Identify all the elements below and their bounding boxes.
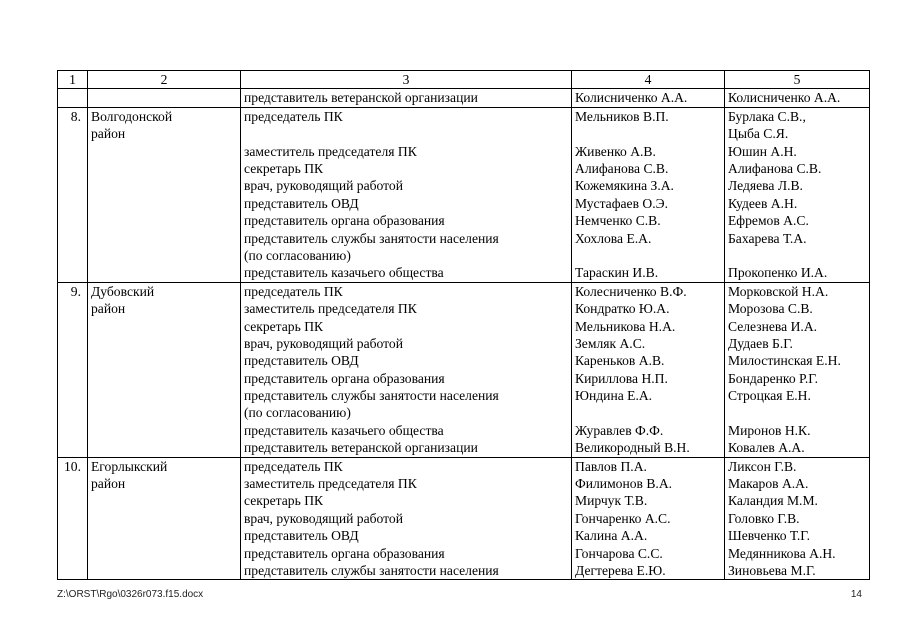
reserve-line — [728, 247, 866, 264]
row-number: 9. — [70, 283, 81, 299]
reserve-line: Головко Г.В. — [728, 510, 800, 526]
reserve-line: Ледяева Л.В. — [728, 178, 803, 194]
reserve-line: Морозова С.В. — [728, 301, 813, 317]
reserve-cell — [725, 457, 870, 580]
reserve-line: Кудеев А.Н. — [728, 195, 798, 211]
district-name-line: Дубовский — [91, 283, 155, 299]
role-line: председатель ПК — [244, 458, 343, 474]
role-line: представитель казачьего общества — [244, 265, 444, 281]
role-line: секретарь ПК — [244, 493, 324, 509]
district-cell — [88, 457, 241, 580]
role-line: (по согласованию) — [244, 247, 351, 263]
role-line: представитель службы занятости населения — [244, 230, 499, 246]
member-line: Кириллова Н.П. — [575, 370, 668, 386]
member-line: Великородный В.Н. — [575, 440, 690, 456]
role-line: врач, руководящий работой — [244, 335, 403, 351]
reserve-line: Каландия М.М. — [728, 493, 818, 509]
role-cell — [241, 457, 572, 580]
row-number-cell — [58, 107, 88, 282]
district-row — [58, 457, 870, 580]
role-line: председатель ПК — [244, 108, 343, 124]
reserve-line: Милостинская Е.Н. — [728, 353, 841, 369]
role-line: представитель органа образования — [244, 213, 445, 229]
role-line: врач, руководящий работой — [244, 510, 403, 526]
district-row — [58, 282, 870, 457]
member-line: Колесниченко В.Ф. — [575, 283, 687, 299]
district-name-line: Волгодонской — [91, 108, 173, 124]
commission-table — [57, 70, 870, 580]
role-line: представитель ОВД — [244, 528, 359, 544]
column-header: 3 — [241, 71, 572, 89]
member-cell — [572, 107, 725, 282]
reserve-line: Макаров А.А. — [728, 476, 809, 492]
member-line: Кареньков А.В. — [575, 353, 665, 369]
reserve-line: Прокопенко И.А. — [728, 265, 828, 281]
row-number: 10. — [64, 458, 81, 474]
district-cell — [88, 282, 241, 457]
member-line: Филимонов В.А. — [575, 476, 673, 492]
member-line: Кожемякина З.А. — [575, 178, 674, 194]
reserve-line: Морковской Н.А. — [728, 283, 829, 299]
district-name-line: район — [91, 126, 126, 142]
row-number-cell — [58, 282, 88, 457]
member-line: Калина А.А. — [575, 528, 648, 544]
continuation-row — [58, 89, 870, 107]
role-cell: представитель ветеранской организации — [241, 89, 572, 107]
member-line: Юндина Е.А. — [575, 388, 653, 404]
member-line: Дегтерева Е.Ю. — [575, 562, 666, 578]
role-line: заместитель председателя ПК — [244, 301, 417, 317]
role-line: представитель казачьего общества — [244, 422, 444, 438]
district-row — [58, 107, 870, 282]
row-number-cell — [58, 457, 88, 580]
member-line: Мустафаев О.Э. — [575, 195, 668, 211]
role-line: врач, руководящий работой — [244, 178, 403, 194]
member-line: Кондратко Ю.А. — [575, 301, 670, 317]
member-line: Живенко А.В. — [575, 143, 656, 159]
role-line: представитель ветеранской организации — [244, 440, 478, 456]
reserve-line: Цыба С.Я. — [728, 126, 789, 142]
role-line: представитель органа образования — [244, 370, 445, 386]
file-path: Z:\ORST\Rgo\0326r073.f15.docx — [57, 589, 204, 600]
role-line: представитель службы занятости населения — [244, 562, 499, 578]
reserve-cell — [725, 282, 870, 457]
member-line: Земляк А.С. — [575, 335, 646, 351]
district-cell — [88, 107, 241, 282]
role-line: заместитель председателя ПК — [244, 143, 417, 159]
column-header: 4 — [572, 71, 725, 89]
column-header: 1 — [58, 71, 88, 89]
row-number: 8. — [70, 108, 81, 124]
role-line: представитель службы занятости населения — [244, 388, 499, 404]
member-line: Павлов П.А. — [575, 458, 647, 474]
member-line — [575, 125, 721, 142]
member-line: Мельников В.П. — [575, 108, 669, 124]
reserve-line: Ликсон Г.В. — [728, 458, 797, 474]
reserve-line: Медянникова А.Н. — [728, 545, 836, 561]
member-line: Гончаренко А.С. — [575, 510, 671, 526]
role-cell — [241, 282, 572, 457]
reserve-line: Шевченко Т.Г. — [728, 528, 810, 544]
reserve-line: Зиновьева М.Г. — [728, 562, 816, 578]
role-line — [244, 125, 568, 142]
role-line: председатель ПК — [244, 283, 343, 299]
role-line: представитель органа образования — [244, 545, 445, 561]
header-row — [58, 71, 870, 89]
role-line: представитель ОВД — [244, 195, 359, 211]
reserve-line: Дудаев Б.Г. — [728, 335, 793, 351]
member-line: Немченко С.В. — [575, 213, 661, 229]
reserve-line: Бахарева Т.А. — [728, 230, 807, 246]
reserve-line: Ефремов А.С. — [728, 213, 809, 229]
role-line: секретарь ПК — [244, 318, 324, 334]
member-line: Мельникова Н.А. — [575, 318, 676, 334]
column-header: 5 — [725, 71, 870, 89]
member-cell — [572, 457, 725, 580]
reserve-line: Бурлака С.В., — [728, 108, 806, 124]
role-line: представитель ОВД — [244, 353, 359, 369]
member-line: Тараскин И.В. — [575, 265, 659, 281]
reserve-cell: Колисниченко А.А. — [725, 89, 870, 107]
reserve-line — [728, 404, 866, 421]
column-header: 2 — [88, 71, 241, 89]
reserve-cell — [725, 107, 870, 282]
role-line: секретарь ПК — [244, 160, 324, 176]
member-cell: Колисниченко А.А. — [572, 89, 725, 107]
reserve-line: Юшин А.Н. — [728, 143, 797, 159]
member-line: Журавлев Ф.Ф. — [575, 422, 664, 438]
role-line: (по согласованию) — [244, 405, 351, 421]
district-name-line: район — [91, 301, 126, 317]
reserve-line: Алифанова С.В. — [728, 160, 822, 176]
district-name-line: Егорлыкский — [91, 458, 168, 474]
member-line — [575, 247, 721, 264]
reserve-line: Ковалев А.А. — [728, 440, 805, 456]
role-line: заместитель председателя ПК — [244, 476, 417, 492]
member-line: Мирчук Т.В. — [575, 493, 648, 509]
reserve-line: Селезнева И.А. — [728, 318, 818, 334]
page-number: 14 — [850, 589, 862, 600]
member-line: Гончарова С.С. — [575, 545, 663, 561]
reserve-line: Бондаренко Р.Г. — [728, 370, 819, 386]
district-name-line: район — [91, 476, 126, 492]
member-line: Алифанова С.В. — [575, 160, 669, 176]
role-cell — [241, 107, 572, 282]
reserve-line: Миронов Н.К. — [728, 422, 811, 438]
member-line — [575, 404, 721, 421]
member-line: Хохлова Е.А. — [575, 230, 652, 246]
reserve-line: Строцкая Е.Н. — [728, 388, 811, 404]
member-cell — [572, 282, 725, 457]
